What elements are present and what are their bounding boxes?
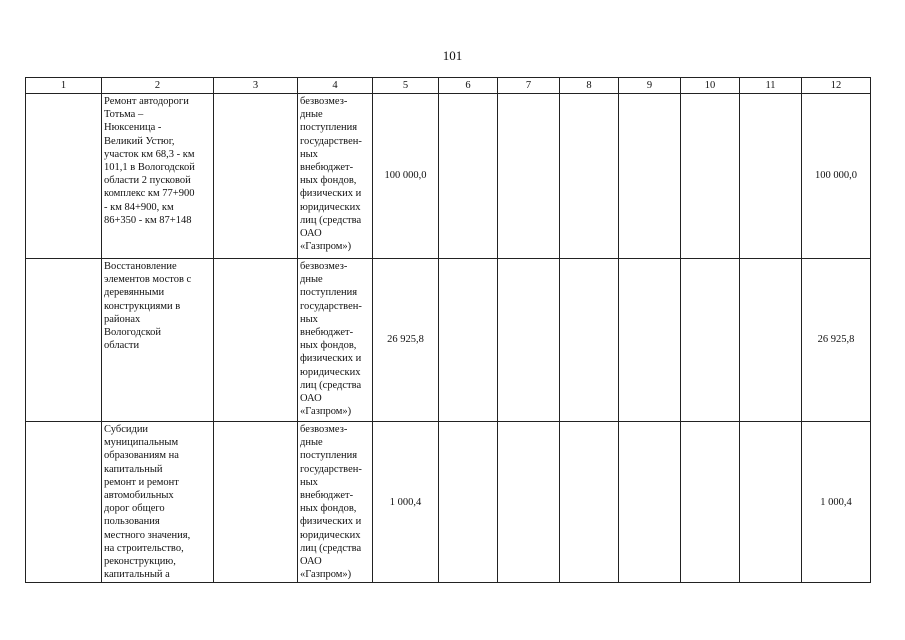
- cell-total: 100 000,0: [802, 94, 871, 259]
- cell-empty: [740, 94, 802, 259]
- column-header: 1: [26, 78, 102, 94]
- cell-empty: [619, 422, 681, 583]
- cell-empty: [560, 259, 619, 422]
- cell-funding-source: [298, 94, 373, 259]
- cell-empty: [498, 94, 560, 259]
- column-header: 9: [619, 78, 681, 94]
- cell-empty: [214, 259, 298, 422]
- column-header: 11: [740, 78, 802, 94]
- cell-empty: [498, 259, 560, 422]
- cell-empty: [439, 422, 498, 583]
- funding-source-text: безвозмез- дные поступления государствен- ных внебюджет- ных фондов, физических и юридических лиц (средства ОАО «Газпром»): [300, 424, 362, 581]
- funding-source-text: безвозмез- дные поступления государствен- ных внебюджет- ных фондов, физических и юридических лиц (средства ОАО «Газпром»): [300, 96, 362, 253]
- cell-empty: [560, 422, 619, 583]
- column-header: 12: [802, 78, 871, 94]
- cell-funding-source: [298, 422, 373, 583]
- table-row: [26, 94, 871, 259]
- cell-item-name: [102, 94, 214, 259]
- header-row: [26, 78, 871, 94]
- cell-empty: [560, 94, 619, 259]
- cell-total: 1 000,4: [802, 422, 871, 583]
- cell-empty: [498, 422, 560, 583]
- column-header: 4: [298, 78, 373, 94]
- cell-empty: [26, 259, 102, 422]
- cell-empty: [740, 422, 802, 583]
- cell-item-name: [102, 422, 214, 583]
- cell-empty: [439, 259, 498, 422]
- column-header: 2: [102, 78, 214, 94]
- cell-amount: 1 000,4: [373, 422, 439, 583]
- column-header: 6: [439, 78, 498, 94]
- cell-empty: [214, 94, 298, 259]
- cell-empty: [214, 422, 298, 583]
- cell-amount: 26 925,8: [373, 259, 439, 422]
- cell-empty: [26, 94, 102, 259]
- funding-source-text: безвозмез- дные поступления государствен- ных внебюджет- ных фондов, физических и юридических лиц (средства ОАО «Газпром»): [300, 261, 362, 418]
- cell-funding-source: [298, 259, 373, 422]
- cell-amount: 100 000,0: [373, 94, 439, 259]
- cell-empty: [681, 94, 740, 259]
- column-header: 8: [560, 78, 619, 94]
- cell-empty: [681, 422, 740, 583]
- cell-empty: [619, 259, 681, 422]
- cell-empty: [439, 94, 498, 259]
- item-name-text: Субсидии муниципальным образованиям на капитальный ремонт и ремонт автомобильных дорог общего пользования местного значения, на строительство, реконструкцию, капитальный а: [104, 424, 191, 581]
- page-number: 101: [442, 48, 463, 63]
- column-header: 10: [681, 78, 740, 94]
- cell-empty: [681, 259, 740, 422]
- table-row: [26, 259, 871, 422]
- item-name-text: Восстановление элементов мостов с деревянными конструкциями в районах Вологодской области: [104, 261, 192, 352]
- column-header: 7: [498, 78, 560, 94]
- cell-empty: [740, 259, 802, 422]
- cell-empty: [619, 94, 681, 259]
- budget-table: [25, 77, 871, 583]
- cell-empty: [26, 422, 102, 583]
- table-row: [26, 422, 871, 583]
- column-header: 3: [214, 78, 298, 94]
- column-header: 5: [373, 78, 439, 94]
- cell-item-name: [102, 259, 214, 422]
- item-name-text: Ремонт автодороги Тотьма – Нюксеница - Великий Устюг, участок км 68,3 - км 101,1 в Вологодской области 2 пусковой комплекс км 77+900 - км 84+900, км 86+350 - км 87+148: [104, 96, 195, 226]
- cell-total: 26 925,8: [802, 259, 871, 422]
